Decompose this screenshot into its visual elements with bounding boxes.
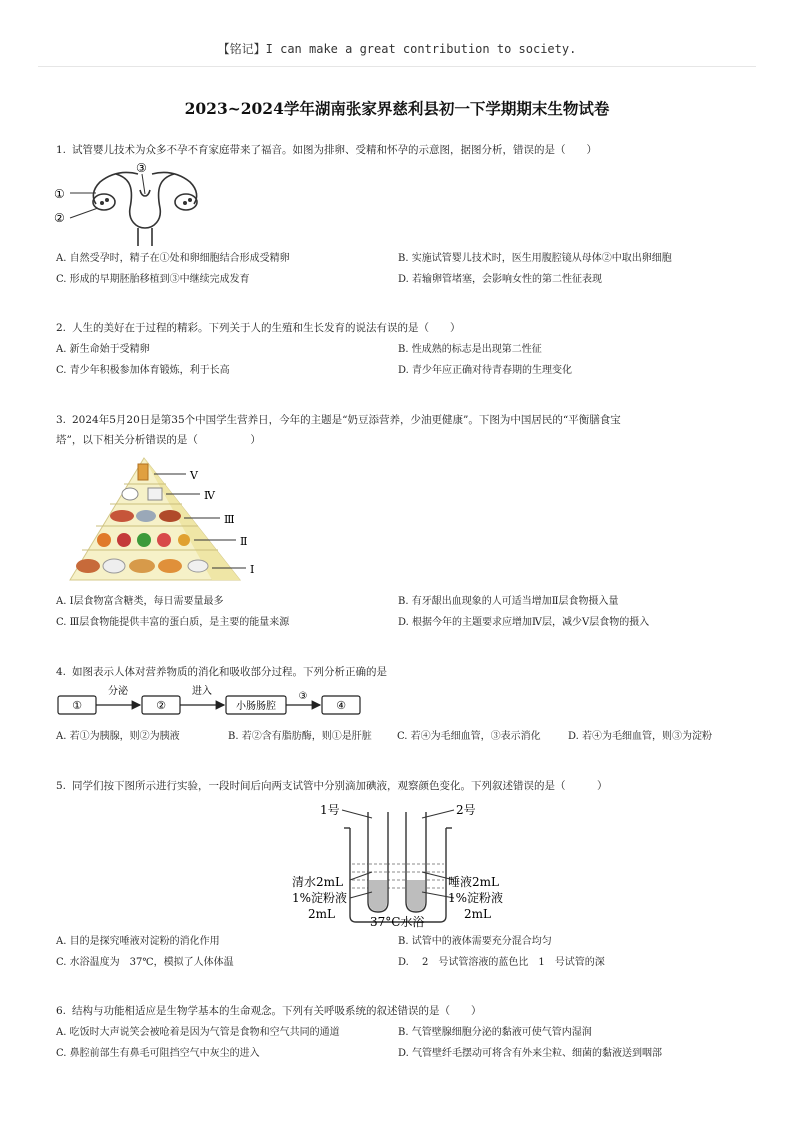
right-label-1: 唾液2mL (448, 875, 499, 889)
option-b: B. 试管中的液体需要充分混合均匀 (398, 936, 552, 947)
question-stem: 结构与功能相适应是生物学基本的生命观念。下列有关呼吸系统的叙述错误的是（ ） (72, 1005, 482, 1017)
question-number: 1. (56, 144, 67, 156)
question-number: 4. (56, 666, 67, 678)
option-b: B. 有牙龈出血现象的人可适当增加Ⅱ层食物摄入量 (398, 596, 619, 607)
question-number: 6. (56, 1005, 67, 1017)
option-c: C. 形成的早期胚胎移植到③中继续完成发育 (56, 274, 250, 285)
question-1 (56, 143, 597, 157)
figure-label-1: ① (54, 187, 65, 201)
option-a: A. 目的是探究唾液对淀粉的消化作用 (56, 936, 220, 947)
flow-box-4: ④ (336, 699, 346, 712)
figure-label-2: ② (54, 211, 65, 225)
exam-title: 2023~2024学年湖南张家界慈利县初一下学期期末生物试卷 (184, 99, 610, 118)
uterus-diagram (52, 160, 232, 248)
option-d: D. 根据今年的主题要求应增加Ⅳ层，减少Ⅴ层食物的摄入 (398, 617, 650, 628)
question-stem: 同学们按下图所示进行实验，一段时间后向两支试管中分别滴加碘液，观察颜色变化。下列叙述错误的是（ ） (72, 780, 608, 792)
page-header: 【铭记】I can make a great contribution to society. (217, 42, 577, 56)
layer-label-v: V (190, 469, 198, 482)
water-bath-label: 37°C水浴 (370, 915, 425, 929)
question-6 (56, 1004, 482, 1018)
option-c: C. Ⅲ层食物能提供丰富的蛋白质，是主要的能量来源 (56, 617, 290, 628)
flow-arrow-2-label: 进入 (192, 686, 212, 697)
option-b: B. 实施试管婴儿技术时，医生用腹腔镜从母体②中取出卵细胞 (398, 253, 672, 264)
option-b: B. 性成熟的标志是出现第二性征 (398, 344, 542, 355)
option-a: A. 吃饭时大声说笑会被呛着是因为气管是食物和空气共同的通道 (56, 1027, 340, 1038)
food-pyramid (62, 452, 272, 584)
header-divider (38, 66, 756, 67)
option-d: D. 若输卵管堵塞，会影响女性的第二性征表现 (398, 274, 603, 285)
question-number: 2. (56, 322, 67, 334)
question-3-line2: 塔”，以下相关分析错误的是（ ） (56, 434, 261, 446)
question-number: 3. (56, 414, 67, 426)
tube-2-label: 2号 (456, 803, 476, 817)
option-d: D. 若④为毛细血管，则③为淀粉 (568, 731, 713, 742)
layer-label-ii: Ⅱ (240, 535, 248, 548)
figure-label-3: ③ (136, 161, 147, 175)
flow-box-1: ① (72, 699, 82, 712)
right-label-3: 2mL (464, 907, 491, 921)
option-b: B. 若②含有脂肪酶，则①是肝脏 (228, 731, 372, 742)
option-a: A. 自然受孕时，精子在①处和卵细胞结合形成受精卵 (56, 253, 290, 264)
option-c: C. 若④为毛细血管，③表示消化 (397, 731, 541, 742)
left-label-1: 清水2mL (292, 875, 343, 889)
question-stem: 人生的美好在于过程的精彩。下列关于人的生殖和生长发育的说法有误的是（ ） (72, 322, 461, 334)
option-c: C. 青少年积极参加体育锻炼，利于长高 (56, 365, 230, 376)
flow-box-3: 小肠肠腔 (236, 701, 276, 712)
flow-arrow-3-label: ③ (298, 691, 308, 702)
layer-label-iii: Ⅲ (224, 513, 235, 526)
layer-label-iv: Ⅳ (204, 489, 215, 502)
option-a: A. 新生命始于受精卵 (56, 344, 150, 355)
option-c: C. 水浴温度为 37℃，模拟了人体体温 (56, 957, 234, 968)
right-label-2: 1%淀粉液 (448, 891, 504, 905)
digestion-flowchart (56, 684, 376, 720)
question-3 (56, 413, 621, 427)
option-b: B. 气管壁腺细胞分泌的黏液可使气管内湿润 (398, 1027, 592, 1038)
option-d: D. 青少年应正确对待青春期的生理变化 (398, 365, 573, 376)
left-label-3: 2mL (308, 907, 335, 921)
question-2 (56, 321, 461, 335)
option-a: A. Ⅰ层食物富含糖类，每日需要量最多 (56, 596, 224, 607)
option-d: D. 2 号试管溶液的蓝色比 1 号试管的深 (398, 957, 605, 968)
option-d: D. 气管壁纤毛摆动可将含有外来尘粒、细菌的黏液送到咽部 (398, 1048, 663, 1059)
flow-box-2: ② (156, 699, 166, 712)
question-4 (56, 665, 387, 679)
question-stem: 试管婴儿技术为众多不孕不育家庭带来了福音。如图为排卵、受精和怀孕的示意图，据图分析，错误的是（ ） (72, 144, 597, 156)
test-tube-experiment (290, 798, 510, 930)
question-5 (56, 779, 608, 793)
tube-1-label: 1号 (320, 803, 340, 817)
question-number: 5. (56, 780, 67, 792)
flow-arrow-1-label: 分泌 (108, 686, 128, 697)
option-a: A. 若①为胰腺，则②为胰液 (56, 731, 180, 742)
layer-label-i: I (250, 563, 255, 576)
question-stem: 如图表示人体对营养物质的消化和吸收部分过程。下列分析正确的是 (72, 666, 387, 678)
question-stem-line1: 2024年5月20日是第35个中国学生营养日，今年的主题是“奶豆添营养，少油更健康”。下图为中国居民的“平衡膳食宝 (72, 414, 621, 426)
option-c: C. 鼻腔前部生有鼻毛可阻挡空气中灰尘的进入 (56, 1048, 260, 1059)
left-label-2: 1%淀粉液 (292, 891, 348, 905)
